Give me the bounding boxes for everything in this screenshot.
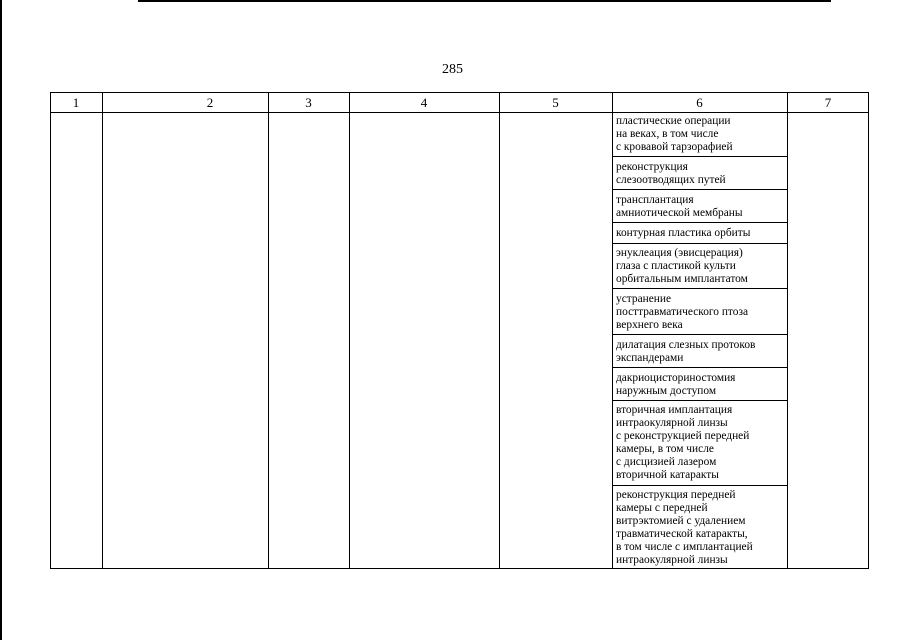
column-header-7: 7 [824,95,832,110]
cell-line: слезоотводящих путей [616,173,726,186]
procedure-cell [616,339,784,365]
column-divider [787,92,788,569]
procedure-cell [616,489,784,566]
column-divider [868,92,869,569]
procedure-cell [616,115,784,154]
cell-line: вторичной катаракты [616,468,719,481]
column-header-3: 3 [305,95,312,110]
column-divider [612,92,613,569]
procedure-cell [616,372,784,398]
cell-divider [612,222,787,223]
column-divider [349,92,350,569]
cell-line: дакриоцисториностомия [616,372,736,384]
column-divider [499,92,500,569]
cell-divider [612,243,787,244]
page-number: 285 [442,62,463,77]
cell-line: с реконструкцией передней [616,429,750,442]
procedure-cell [616,247,784,286]
cell-line: интраокулярной линзы [616,416,728,429]
scan-top-edge [138,0,831,2]
cell-line: экспандерами [616,351,684,364]
column-header-6: 6 [696,95,703,110]
cell-line: дилатация слезных протоков [616,339,756,351]
column-header-1: 1 [72,95,80,110]
cell-line: посттравматического птоза [616,305,749,318]
cell-line: реконструкция передней [616,489,736,501]
cell-line: трансплантация [616,194,694,206]
cell-line: интраокулярной линзы [616,553,728,566]
cell-line: камеры, в том числе [616,442,714,455]
cell-divider [612,485,787,486]
column-divider [102,92,103,569]
table-header-row [50,92,869,113]
column-header-5: 5 [552,95,559,110]
column-divider [50,92,51,569]
cell-divider [612,288,787,289]
cell-line: на веках, в том числе [616,127,719,140]
procedure-cell [616,404,784,481]
cell-line: энуклеация (эвисцерация) [616,247,743,259]
procedure-cell [616,161,784,187]
procedure-cell [616,227,784,240]
cell-line: наружным доступом [616,384,717,397]
cell-divider [612,367,787,368]
cell-line: верхнего века [616,318,683,331]
cell-line: контурная пластика орбиты [616,227,751,239]
cell-line: пластические операции [616,115,731,127]
cell-line: камеры с передней [616,501,708,514]
cell-divider [612,334,787,335]
procedure-cell [616,293,784,332]
scan-left-edge [0,0,2,640]
cell-line: витрэктомией с удалением [616,514,746,527]
cell-line: вторичная имплантация [616,404,733,416]
cell-divider [612,400,787,401]
cell-line: устранение [616,293,672,305]
cell-line: травматической катаракты, [616,527,748,540]
cell-line: амниотической мембраны [616,206,743,219]
cell-divider [612,156,787,157]
cell-line: глаза с пластикой культи [616,259,736,272]
column-header-4: 4 [420,95,428,110]
procedure-cell [616,194,784,220]
column-divider [268,92,269,569]
cell-line: в том числе с имплантацией [616,540,753,553]
cell-line: с кровавой тарзорафией [616,140,733,153]
column-header-2: 2 [206,95,214,110]
cell-divider [612,189,787,190]
cell-line: с дисцизией лазером [616,455,717,468]
cell-line: орбитальным имплантатом [616,272,748,285]
cell-line: реконструкция [616,161,688,173]
table-bottom-border [50,568,869,569]
